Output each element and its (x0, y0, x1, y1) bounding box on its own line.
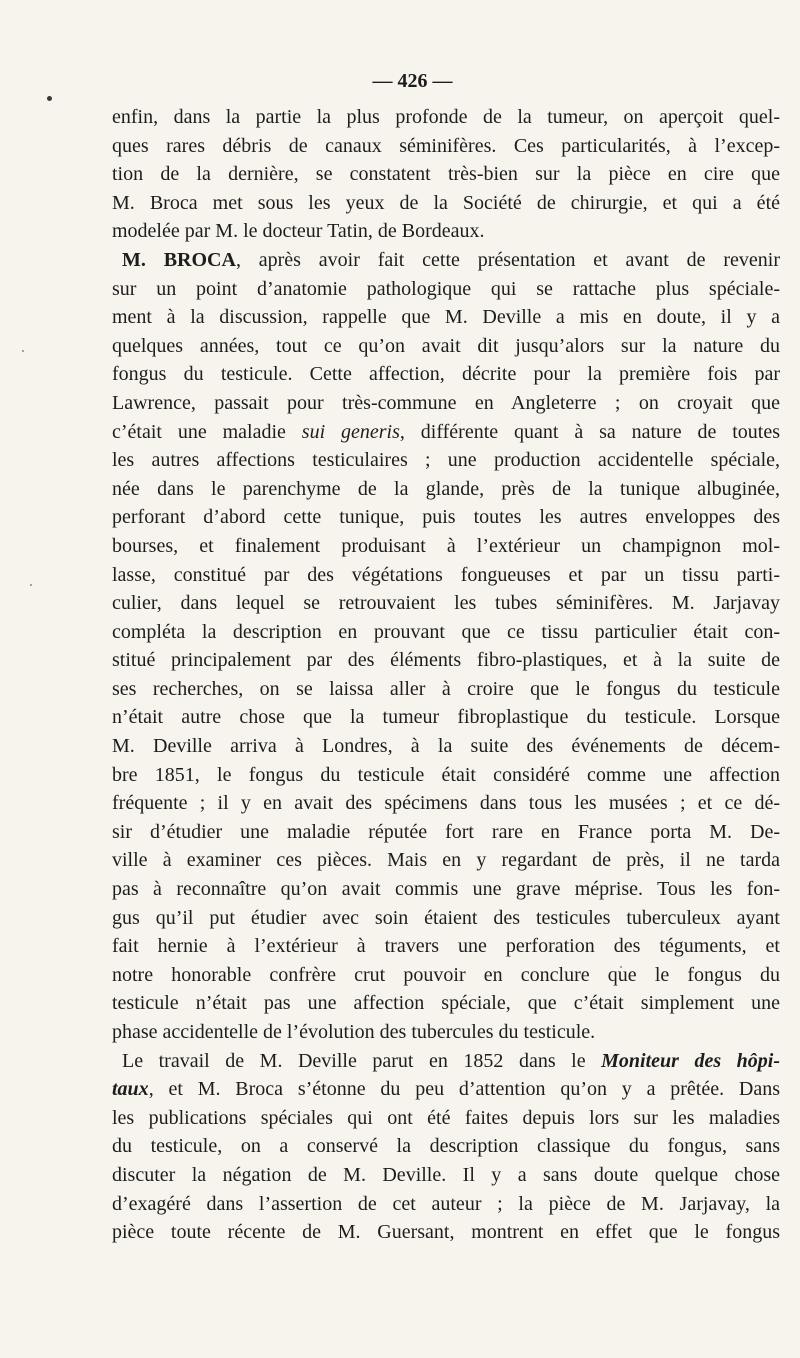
text-line: perforant d’abord cette tunique, puis toutes les autres enveloppes des (112, 506, 780, 529)
text-fragment: , après avoir fait cette présentation et avant de revenir (235, 248, 781, 271)
text-line: pas à reconnaître qu’on avait commis une grave méprise. Tous les fon- (112, 878, 780, 901)
text-line: M. Deville arriva à Londres, à la suite des événements de décem- (112, 735, 780, 758)
text-line: tion de la dernière, se constatent très-bien sur la pièce en cire que (112, 163, 780, 186)
text-line: n’était autre chose que la tumeur fibroplastique du testicule. Lorsque (112, 706, 780, 729)
text-line: sir d’étudier une maladie réputée fort rare en France porta M. De- (112, 820, 780, 843)
text-line-with-italic (112, 1075, 780, 1104)
text-line: quelques années, tout ce qu’on avait dit jusqu’alors sur la nature du (112, 334, 780, 357)
text-line: ment à la discussion, rappelle que M. Deville a mis en doute, il y a (112, 306, 780, 329)
text-line: ques rares débris de canaux séminifères. Ces particularités, à l’excep- (112, 134, 780, 157)
text-line: fongus du testicule. Cette affection, décrite pour la première fois par (112, 363, 780, 386)
text-fragment: , et M. Broca s’étonne du peu d’attention qu’on y a prêtée. Dans (148, 1078, 780, 1101)
text-line: compléta la description en prouvant que ce tissu particulier était con- (112, 620, 780, 643)
text-line: lasse, constitué par des végétations fongueuses et par un tissu parti- (112, 563, 780, 586)
text-line: d’exagéré dans l’assertion de cet auteur ; la pièce de M. Jarjavay, la (112, 1192, 780, 1215)
paper-speck (22, 350, 24, 352)
text-line-with-italic (112, 418, 780, 447)
margin-dot (47, 96, 52, 101)
text-line: les autres affections testiculaires ; une production accidentelle spéciale, (112, 449, 780, 472)
text-line: discuter la négation de M. Deville. Il y a sans doute quelque chose (112, 1163, 780, 1186)
text-line: du testicule, on a conservé la description classique du fongus, sans (112, 1135, 780, 1158)
text-line: notre honorable confrère crut pouvoir en conclure que le fongus du (112, 963, 780, 986)
body-text (112, 103, 780, 1247)
text-line: ville à examiner ces pièces. Mais en y regardant de près, il ne tarda (112, 849, 780, 872)
paragraph-start-line (112, 1047, 780, 1076)
text-fragment: , différente quant à sa nature de toutes (399, 420, 781, 443)
speaker-name: M. BROCA (122, 248, 236, 271)
text-line: culier, dans lequel se retrouvaient les tubes séminifères. M. Jarjavay (112, 592, 780, 615)
journal-title: Moniteur des hôpi- (601, 1049, 780, 1072)
text-line: fréquente ; il y en avait des spécimens dans tous les musées ; et ce dé- (112, 792, 780, 815)
page-number: — 426 — (372, 70, 453, 92)
text-line: bourses, et finalement produisant à l’extérieur un champignon mol- (112, 534, 780, 557)
text-line: M. Broca met sous les yeux de la Société de chirurgie, et qui a été (112, 191, 780, 214)
text-line: les publications spéciales qui ont été faites depuis lors sur les maladies (112, 1106, 780, 1129)
text-line: bre 1851, le fongus du testicule était considéré comme une affection (112, 763, 780, 786)
text-line: testicule n’était pas une affection spéciale, que c’était simplement une (112, 992, 780, 1015)
italic-term: sui generis (301, 420, 400, 443)
text-line: enfin, dans la partie la plus profonde de la tumeur, on aperçoit quel- (112, 106, 780, 128)
text-line: modelée par M. le docteur Tatin, de Bordeaux. (112, 220, 485, 243)
text-fragment: c’était une maladie (112, 420, 302, 443)
paragraph-start-line (112, 246, 780, 275)
text-fragment: Le travail de M. Deville parut en 1852 dans le (122, 1049, 602, 1072)
text-line: née dans le parenchyme de la glande, près de la tunique albuginée, (112, 477, 780, 500)
paper-speck (30, 584, 32, 586)
journal-title-end: taux (112, 1078, 149, 1101)
text-line: phase accidentelle de l’évolution des tubercules du testicule. (112, 1021, 596, 1043)
text-line: fait hernie à l’extérieur à travers une perforation des téguments, et (112, 935, 780, 958)
text-line: sur un point d’anatomie pathologique qui se rattache plus spéciale- (112, 277, 780, 300)
text-line: pièce toute récente de M. Guersant, montrent en effet que le fongus (112, 1221, 780, 1244)
text-line: gus qu’il put étudier avec soin étaient des testicules tuberculeux ayant (112, 906, 780, 929)
text-line: stitué principalement par des éléments fibro-plastiques, et à la suite de (112, 649, 780, 672)
text-line: Lawrence, passait pour très-commune en Angleterre ; on croyait que (112, 391, 780, 414)
text-line: ses recherches, on se laissa aller à croire que le fongus du testicule (112, 677, 780, 700)
